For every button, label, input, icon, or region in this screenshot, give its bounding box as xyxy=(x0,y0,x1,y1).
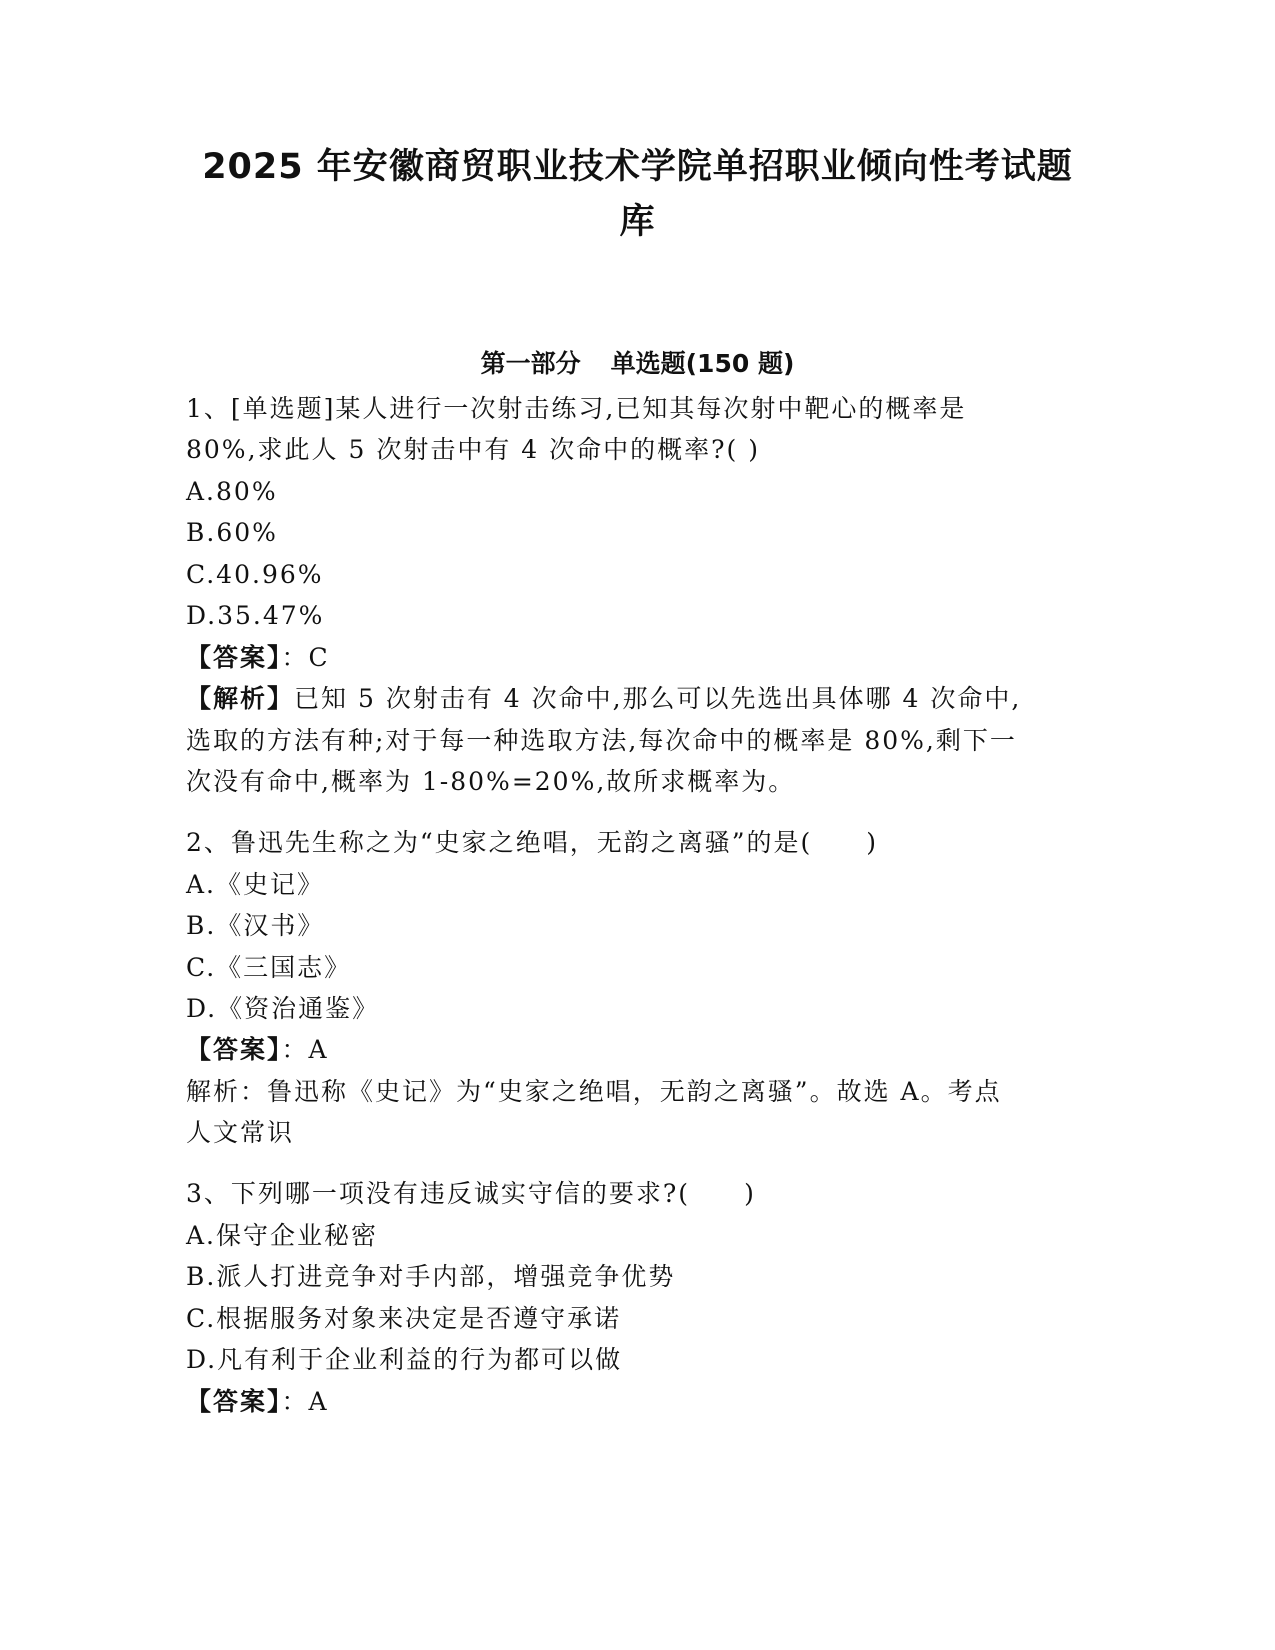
answer-value: ：C xyxy=(281,643,330,672)
question-2-option-c: C.《三国志》 xyxy=(186,953,352,982)
analysis-text: 已知 5 次射击有 4 次命中,那么可以先选出具体哪 4 次命中, xyxy=(294,684,1022,713)
question-2-option-a: A.《史记》 xyxy=(186,870,325,899)
question-3-option-c: C.根据服务对象来决定是否遵守承诺 xyxy=(186,1304,622,1333)
question-1-option-a: A.80% xyxy=(186,477,278,506)
document-title-line-2: 库 xyxy=(619,202,656,242)
question-1-option-b: B.60% xyxy=(186,518,278,547)
section-name: 单选题(150 题) xyxy=(610,349,795,378)
document-title xyxy=(150,140,1125,250)
question-1-stem-line-2: 80%,求此人 5 次射击中有 4 次命中的概率?( ) xyxy=(186,435,760,464)
question-2-analysis-line-2: 人文常识 xyxy=(186,1118,295,1147)
question-2-answer xyxy=(186,1033,329,1067)
question-1-answer xyxy=(186,641,330,675)
section-part-label: 第一部分 xyxy=(480,349,581,378)
question-3-stem: 3、下列哪一项没有违反诚实守信的要求?( ) xyxy=(186,1179,756,1208)
question-3-option-b: B.派人打进竞争对手内部，增强竞争优势 xyxy=(186,1262,676,1291)
question-1-option-c: C.40.96% xyxy=(186,560,324,589)
question-1-stem-line-1: 1、[单选题]某人进行一次射击练习,已知其每次射中靶心的概率是 xyxy=(186,394,967,423)
question-1-option-d: D.35.47% xyxy=(186,601,325,630)
question-1-analysis-line-2: 选取的方法有种;对于每一种选取方法,每次命中的概率是 80%,剩下一 xyxy=(186,726,1017,755)
answer-value: ：A xyxy=(281,1387,329,1416)
question-3-answer xyxy=(186,1385,329,1419)
question-3-option-d: D.凡有利于企业利益的行为都可以做 xyxy=(186,1345,623,1374)
question-2-stem: 2、鲁迅先生称之为“史家之绝唱，无韵之离骚”的是( ) xyxy=(186,828,878,857)
question-1-analysis-line-1 xyxy=(186,682,1021,716)
document-title-line-1: 2025 年安徽商贸职业技术学院单招职业倾向性考试题 xyxy=(202,147,1073,187)
answer-value: ：A xyxy=(281,1035,329,1064)
question-2-option-b: B.《汉书》 xyxy=(186,911,325,940)
question-3-option-a: A.保守企业秘密 xyxy=(186,1221,379,1250)
answer-label: 【答案】 xyxy=(186,643,282,672)
question-2-option-d: D.《资治通鉴》 xyxy=(186,994,380,1023)
answer-label: 【答案】 xyxy=(186,1035,282,1064)
section-heading xyxy=(150,347,1125,381)
question-2-analysis-line-1: 解析：鲁迅称《史记》为“史家之绝唱，无韵之离骚”。故选 A。考点 xyxy=(186,1077,1002,1106)
answer-label: 【答案】 xyxy=(186,1387,282,1416)
analysis-label: 【解析】 xyxy=(186,684,295,713)
question-1-analysis-line-3: 次没有命中,概率为 1-80%=20%,故所求概率为。 xyxy=(186,767,796,796)
